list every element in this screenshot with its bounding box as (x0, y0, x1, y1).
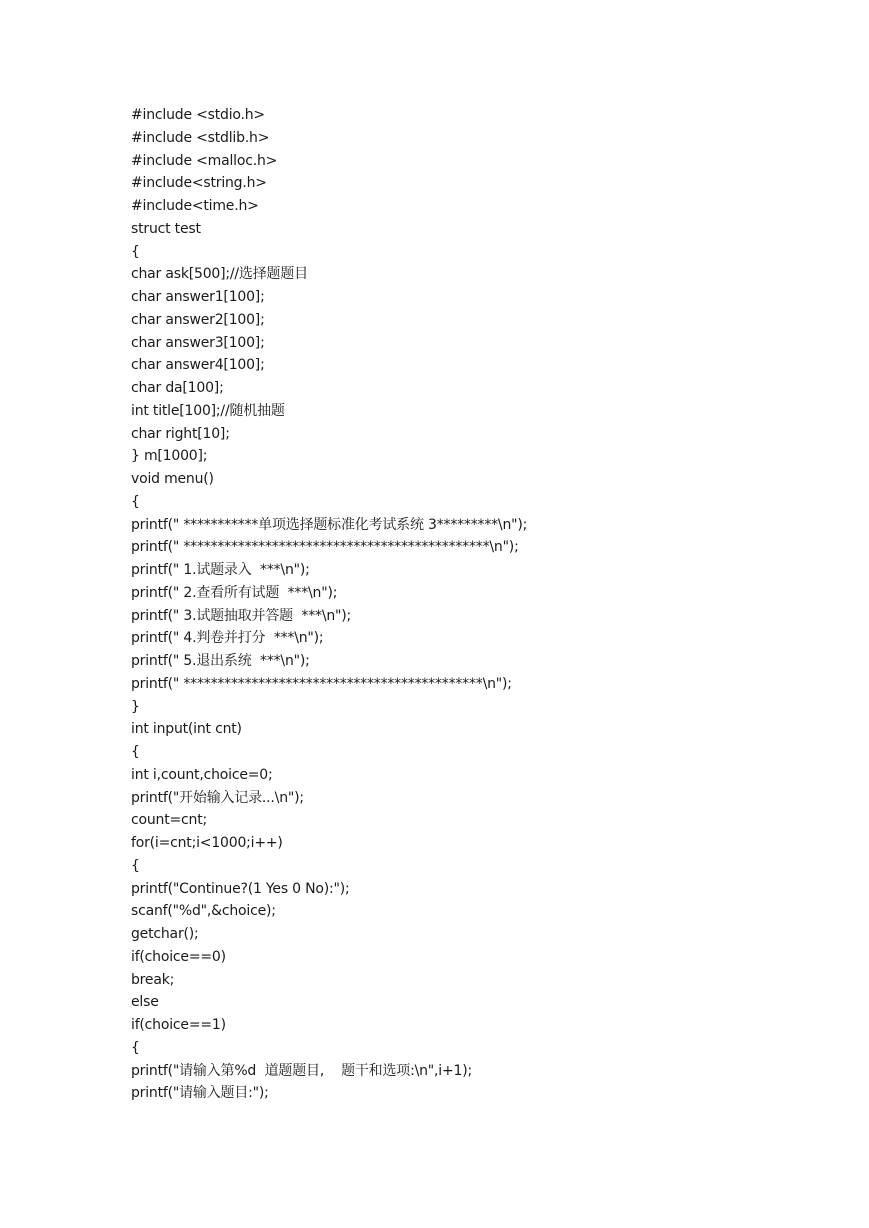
code-line: } (131, 698, 140, 715)
code-line: int input(int cnt) (131, 721, 242, 738)
code-line: { (131, 857, 140, 874)
code-line: char answer3[100]; (131, 334, 265, 351)
code-line: #include <stdlib.h> (131, 129, 270, 146)
code-line: printf(" ***********单项选择题标准化考试系统 3*********\n"); (131, 516, 528, 533)
code-line: char da[100]; (131, 380, 224, 396)
code-line: printf("开始输入记录...\n"); (131, 789, 304, 806)
code-line: { (131, 493, 140, 510)
code-line: int i,count,choice=0; (131, 766, 273, 783)
code-line: char answer4[100]; (131, 357, 265, 374)
code-line: int title[100];//随机抽题 (131, 402, 285, 419)
code-line: if(choice==0) (131, 948, 226, 965)
code-line: count=cnt; (131, 812, 208, 829)
code-line: scanf("%d",&choice); (131, 903, 276, 920)
code-line: printf(" ********************************************\n"); (131, 675, 512, 692)
code-line: printf("请输入第%d 道题题目, 题干和选项:\n",i+1); (131, 1062, 472, 1079)
code-line: { (131, 243, 140, 260)
code-line: #include<string.h> (131, 175, 267, 192)
code-line: printf(" 1.试题录入 ***\n"); (131, 562, 310, 578)
code-line: printf("请输入题目:"); (131, 1085, 269, 1102)
code-line: #include<time.h> (131, 198, 259, 214)
code-line: break; (131, 971, 175, 988)
code-line: printf(" 3.试题抽取并答题 ***\n"); (131, 607, 352, 624)
code-line: getchar(); (131, 926, 199, 942)
code-line: for(i=cnt;i<1000;i++) (131, 835, 283, 851)
code-line: printf("Continue?(1 Yes 0 No):"); (131, 880, 350, 897)
code-line: struct test (131, 220, 201, 237)
code-line: else (131, 994, 159, 1011)
code-line: } m[1000]; (131, 448, 208, 465)
code-line: char ask[500];//选择题题目 (131, 266, 308, 283)
code-line: printf(" 4.判卷并打分 ***\n"); (131, 630, 324, 647)
code-line: printf(" *********************************************\n"); (131, 539, 519, 556)
code-listing (131, 104, 831, 1105)
code-line: { (131, 744, 140, 760)
code-line: char answer1[100]; (131, 289, 265, 305)
code-line: if(choice==1) (131, 1017, 226, 1033)
code-line: char right[10]; (131, 425, 230, 442)
code-line: printf(" 2.查看所有试题 ***\n"); (131, 584, 338, 601)
code-line: printf(" 5.退出系统 ***\n"); (131, 653, 310, 669)
code-line: char answer2[100]; (131, 311, 265, 328)
code-line: void menu() (131, 471, 214, 487)
code-line: #include <malloc.h> (131, 152, 278, 169)
code-line: #include <stdio.h> (131, 107, 265, 123)
code-line: { (131, 1039, 140, 1056)
